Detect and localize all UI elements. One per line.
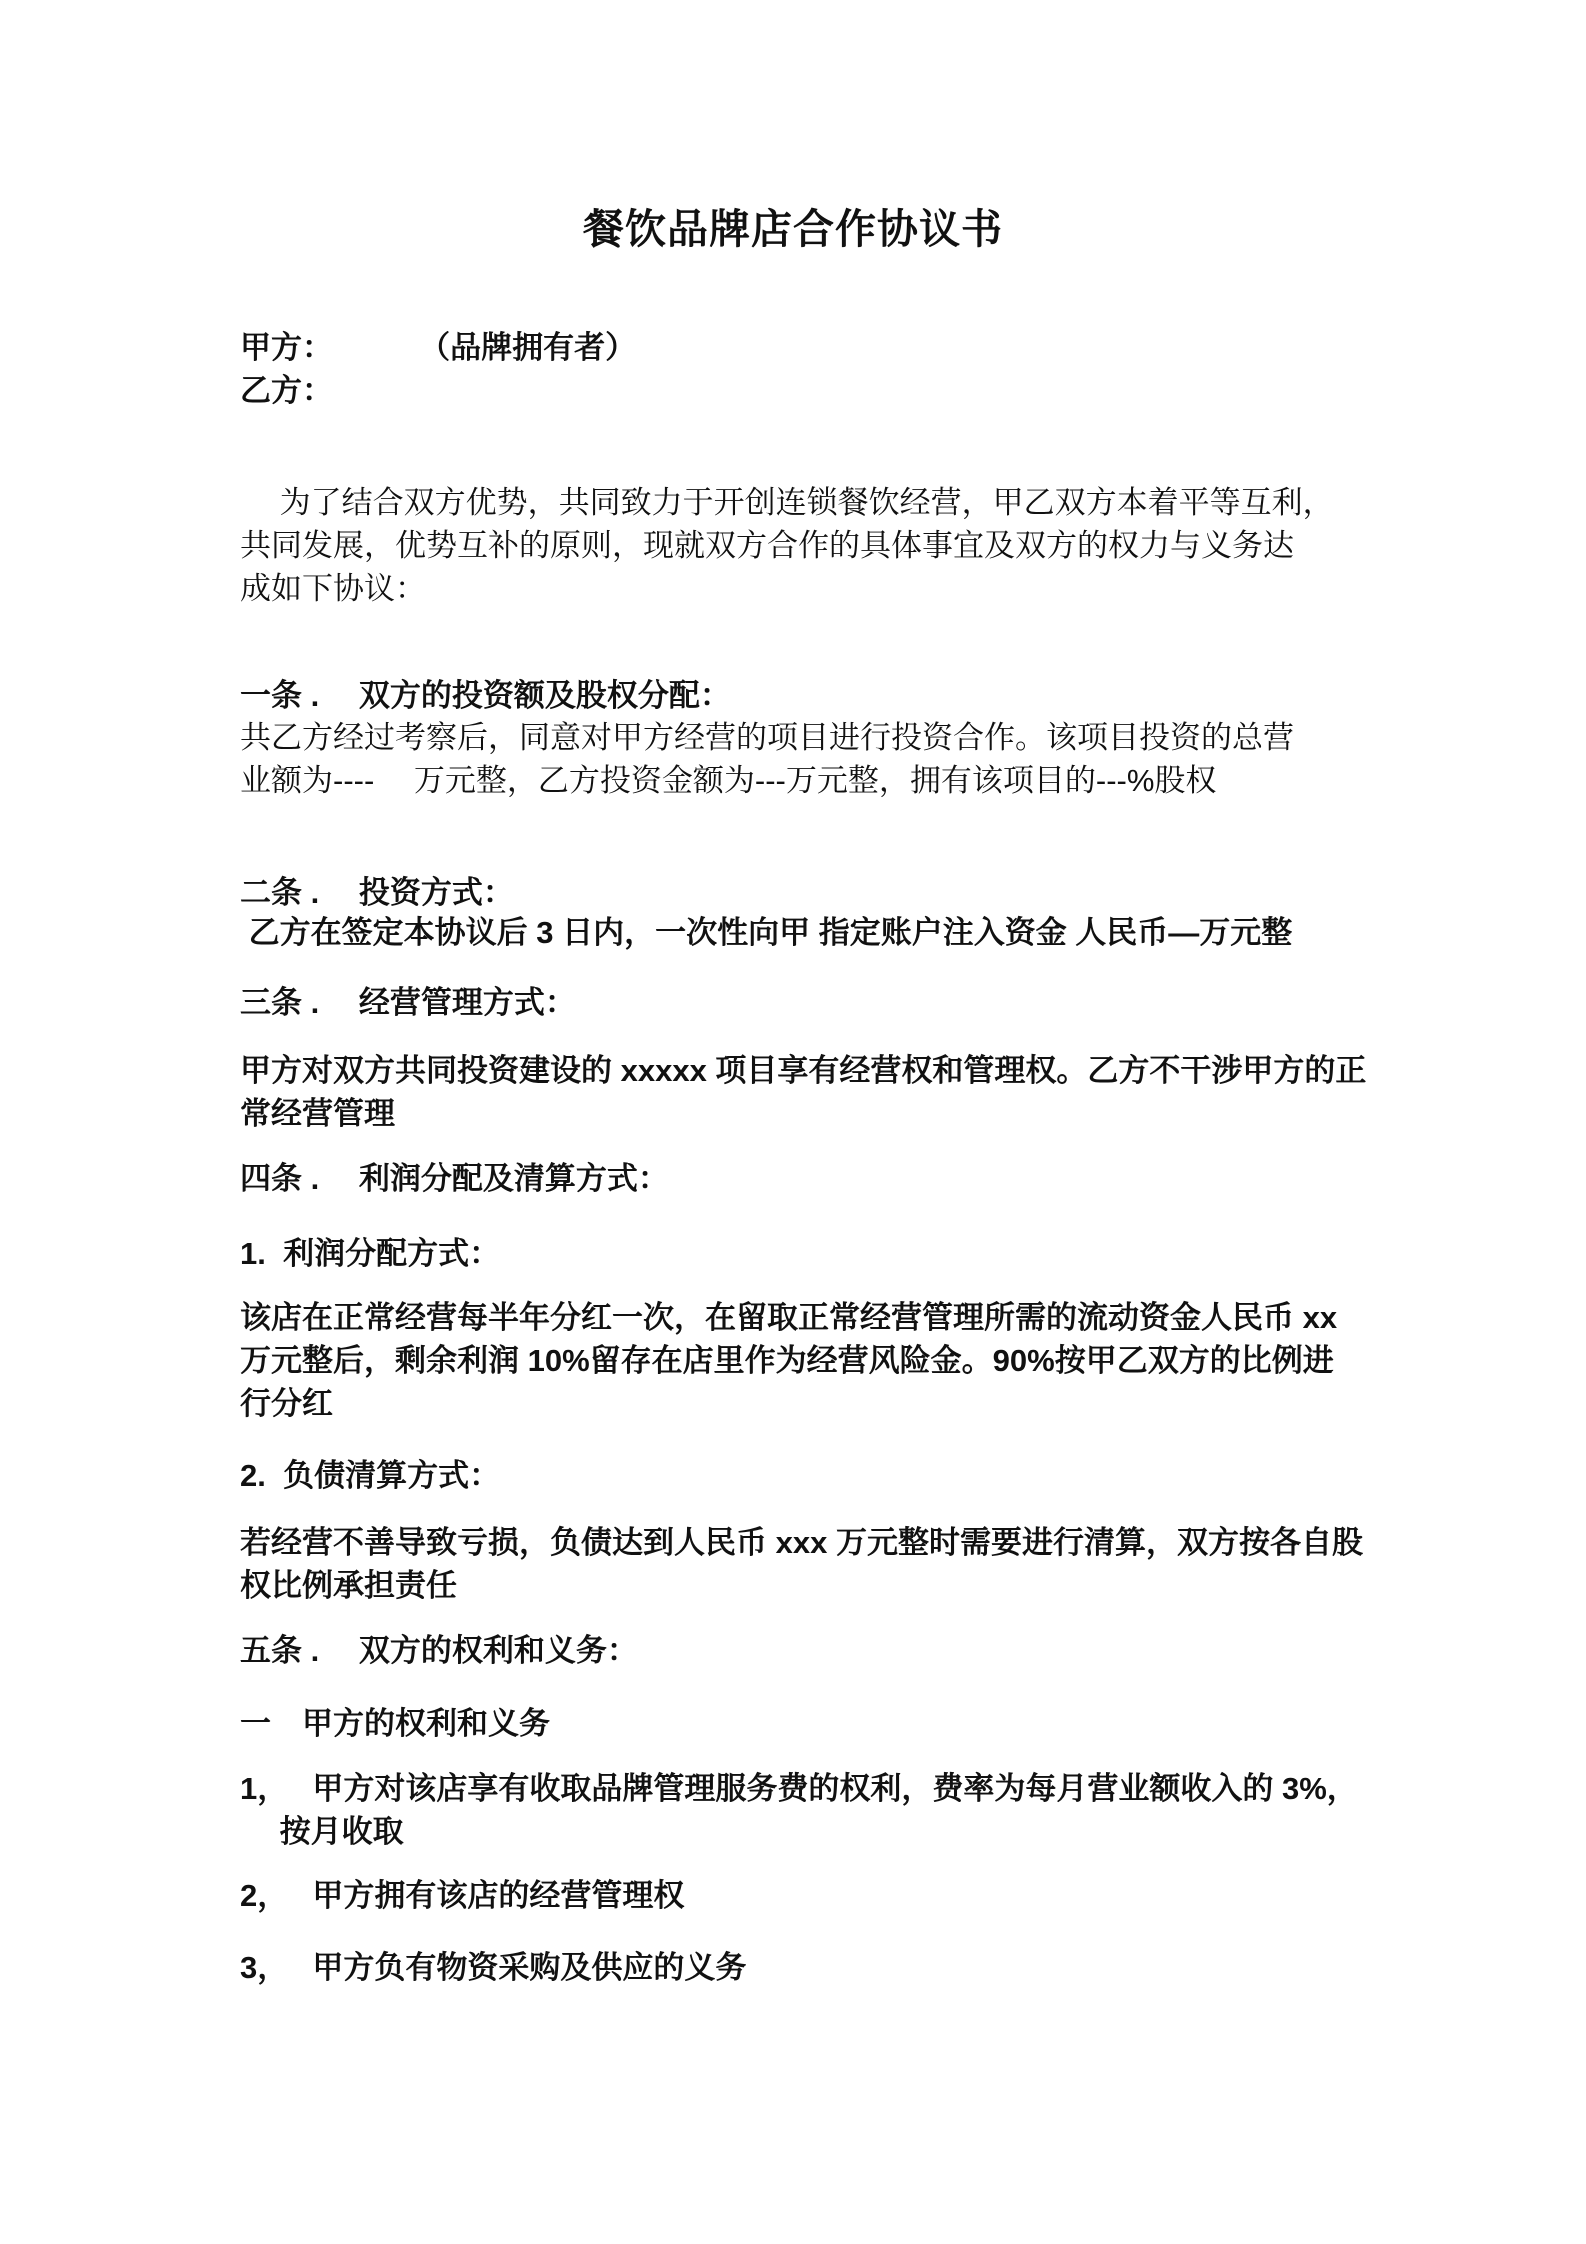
parties-block [240,326,636,412]
article-5-item-3-line: 3， 甲方负有物资采购及供应的义务 [240,1950,747,1985]
article-4-item-2-body [240,1521,1363,1607]
article-2-body [240,911,1292,954]
article-5-item-1 [240,1767,1358,1853]
party-a-line: 甲方： （品牌拥有者） [240,330,637,365]
article-5-item-3 [240,1946,746,1989]
preamble-block [240,481,1334,610]
preamble-line: 成如下协议： [240,571,426,606]
preamble-line: 共同发展，优势互补的原则，现就双方合作的具体事宜及双方的权力与义务达 [240,528,1294,563]
article-2-body-line: 乙方在签定本协议后 3 日内，一次性向甲 指定账户注入资金 人民币—万元整 [240,915,1293,950]
article-3-body-line: 常经营管理 [240,1096,395,1131]
article-4-item-1-body-line: 万元整后，剩余利润 10%留存在店里作为经营风险金。90%按甲乙双方的比例进 [240,1343,1334,1378]
article-5-item-2-line: 2， 甲方拥有该店的经营管理权 [240,1878,685,1913]
article-2-heading: 二条 . 投资方式： [240,875,514,910]
article-5-item-1-line: 按月收取 [240,1814,404,1849]
party-b-line: 乙方： [240,373,333,408]
document-title: 餐饮品牌店合作协议书 [583,206,1003,252]
article-4-item-2-body-line: 权比例承担责任 [240,1568,457,1603]
article-4-item-2-body-line: 若经营不善导致亏损，负债达到人民币 xxx 万元整时需要进行清算，双方按各自股 [240,1525,1363,1560]
article-1-body [240,716,1294,802]
article-5-item-1-line: 1， 甲方对该店享有收取品牌管理服务费的权利，费率为每月营业额收入的 3%， [240,1771,1358,1806]
article-1-body-line: 共乙方经过考察后，同意对甲方经营的项目进行投资合作。该项目投资的总营 [240,720,1294,755]
article-3-heading: 三条 . 经营管理方式： [240,985,576,1020]
article-5-item-2 [240,1874,684,1917]
article-4-heading: 四条 . 利润分配及清算方式： [240,1161,669,1196]
article-3-body-line: 甲方对双方共同投资建设的 xxxxx 项目享有经营权和管理权。乙方不干涉甲方的正 [240,1053,1367,1088]
article-4-item-1-heading: 1. 利润分配方式： [240,1236,501,1271]
article-4-item-1-body-line: 该店在正常经营每半年分红一次，在留取正常经营管理所需的流动资金人民币 xx [240,1300,1338,1335]
article-3-body [240,1049,1366,1135]
article-1-heading: 一条 . 双方的投资额及股权分配： [240,678,731,713]
article-4-item-1-body [240,1296,1337,1425]
article-5-sub-1-heading: 一 甲方的权利和义务 [240,1706,550,1741]
article-1-body-line: 业额为---- 万元整，乙方投资金额为---万元整，拥有该项目的---%股权 [240,763,1217,798]
article-4-item-1-body-line: 行分红 [240,1386,333,1421]
preamble-line: 为了结合双方优势，共同致力于开创连锁餐饮经营，甲乙双方本着平等互利， [240,485,1334,520]
article-5-heading: 五条 . 双方的权利和义务： [240,1633,638,1668]
article-4-item-2-heading: 2. 负债清算方式： [240,1458,501,1493]
